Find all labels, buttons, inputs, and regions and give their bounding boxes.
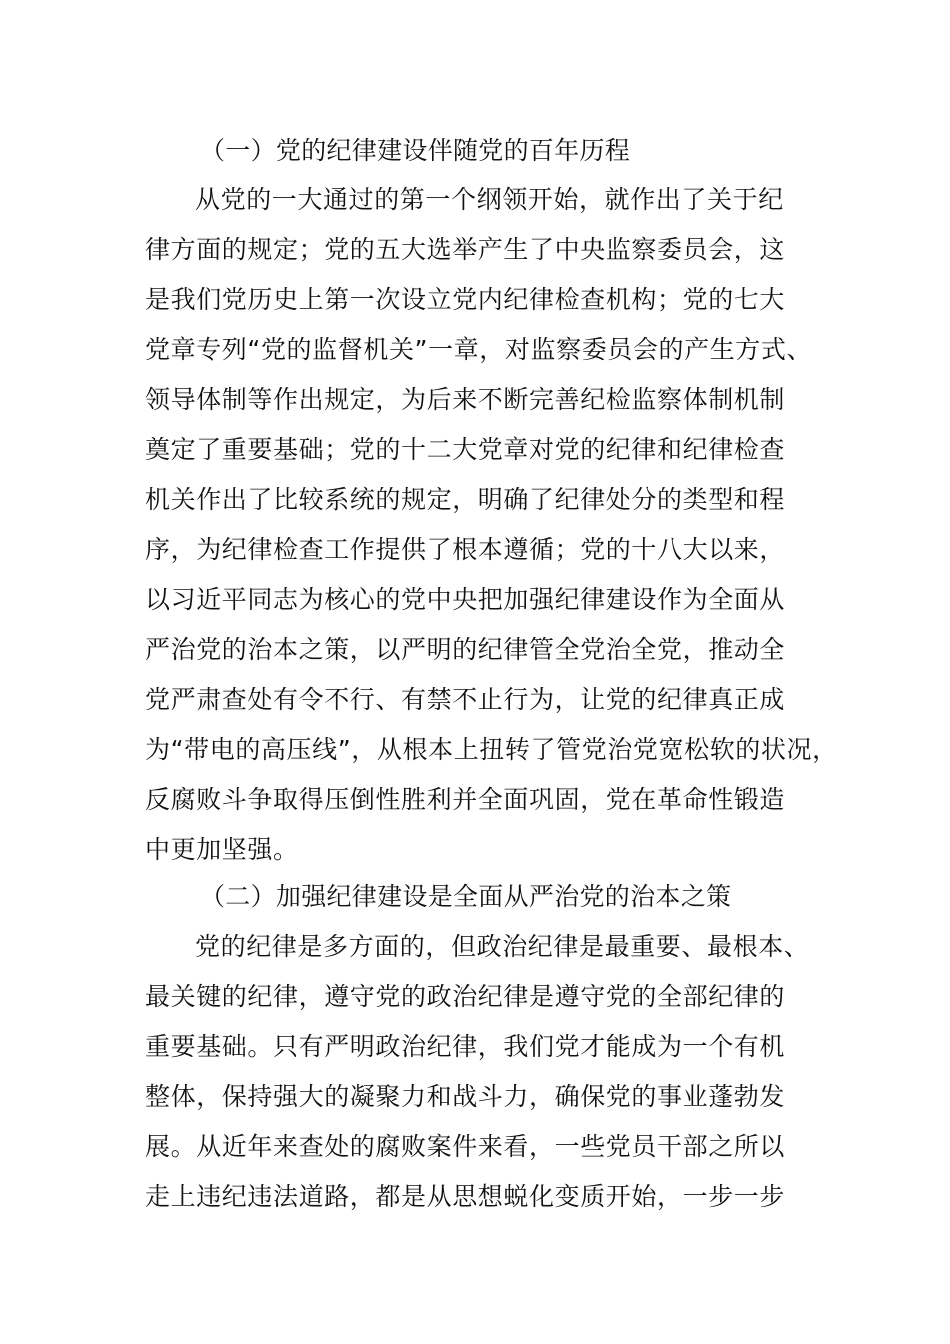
- paragraph-line: 严治党的治本之策，以严明的纪律管全党治全党，推动全: [145, 635, 786, 664]
- paragraph-line: 奠定了重要基础；党的十二大党章对党的纪律和纪律检查: [145, 435, 786, 464]
- paragraph-line: 为“带电的高压线”，从根本上扭转了管党治党宽松软的状况，: [145, 735, 838, 764]
- paragraph-line: 重要基础。只有严明政治纪律，我们党才能成为一个有机: [145, 1032, 786, 1061]
- paragraph-line: 党的纪律是多方面的，但政治纪律是最重要、最根本、: [195, 932, 810, 961]
- paragraph-line: 党严肃查处有令不行、有禁不止行为，让党的纪律真正成: [145, 685, 786, 714]
- paragraph-line: 中更加坚强。: [145, 835, 299, 864]
- paragraph-line: 反腐败斗争取得压倒性胜利并全面巩固，党在革命性锻造: [145, 785, 786, 814]
- paragraph-line: 以习近平同志为核心的党中央把加强纪律建设作为全面从: [145, 585, 786, 614]
- paragraph-line: 从党的一大通过的第一个纲领开始，就作出了关于纪: [195, 185, 784, 214]
- paragraph-line: 整体，保持强大的凝聚力和战斗力，确保党的事业蓬勃发: [145, 1082, 786, 1111]
- paragraph-line: 展。从近年来查处的腐败案件来看，一些党员干部之所以: [145, 1132, 786, 1161]
- paragraph-line: 党章专列“党的监督机关”一章，对监察委员会的产生方式、: [145, 335, 813, 364]
- section-heading-1: （一）党的纪律建设伴随党的百年历程: [200, 136, 631, 165]
- section-heading-2: （二）加强纪律建设是全面从严治党的治本之策: [200, 882, 732, 911]
- paragraph-line: 序，为纪律检查工作提供了根本遵循；党的十八大以来，: [145, 535, 786, 564]
- paragraph-line: 律方面的规定；党的五大选举产生了中央监察委员会，这: [145, 235, 786, 264]
- paragraph-line: 领导体制等作出规定，为后来不断完善纪检监察体制机制: [145, 385, 786, 414]
- paragraph-line: 机关作出了比较系统的规定，明确了纪律处分的类型和程: [145, 485, 786, 514]
- paragraph-line: 走上违纪违法道路，都是从思想蜕化变质开始，一步一步: [145, 1182, 786, 1211]
- paragraph-line: 是我们党历史上第一次设立党内纪律检查机构；党的七大: [145, 285, 786, 314]
- paragraph-line: 最关键的纪律，遵守党的政治纪律是遵守党的全部纪律的: [145, 982, 786, 1011]
